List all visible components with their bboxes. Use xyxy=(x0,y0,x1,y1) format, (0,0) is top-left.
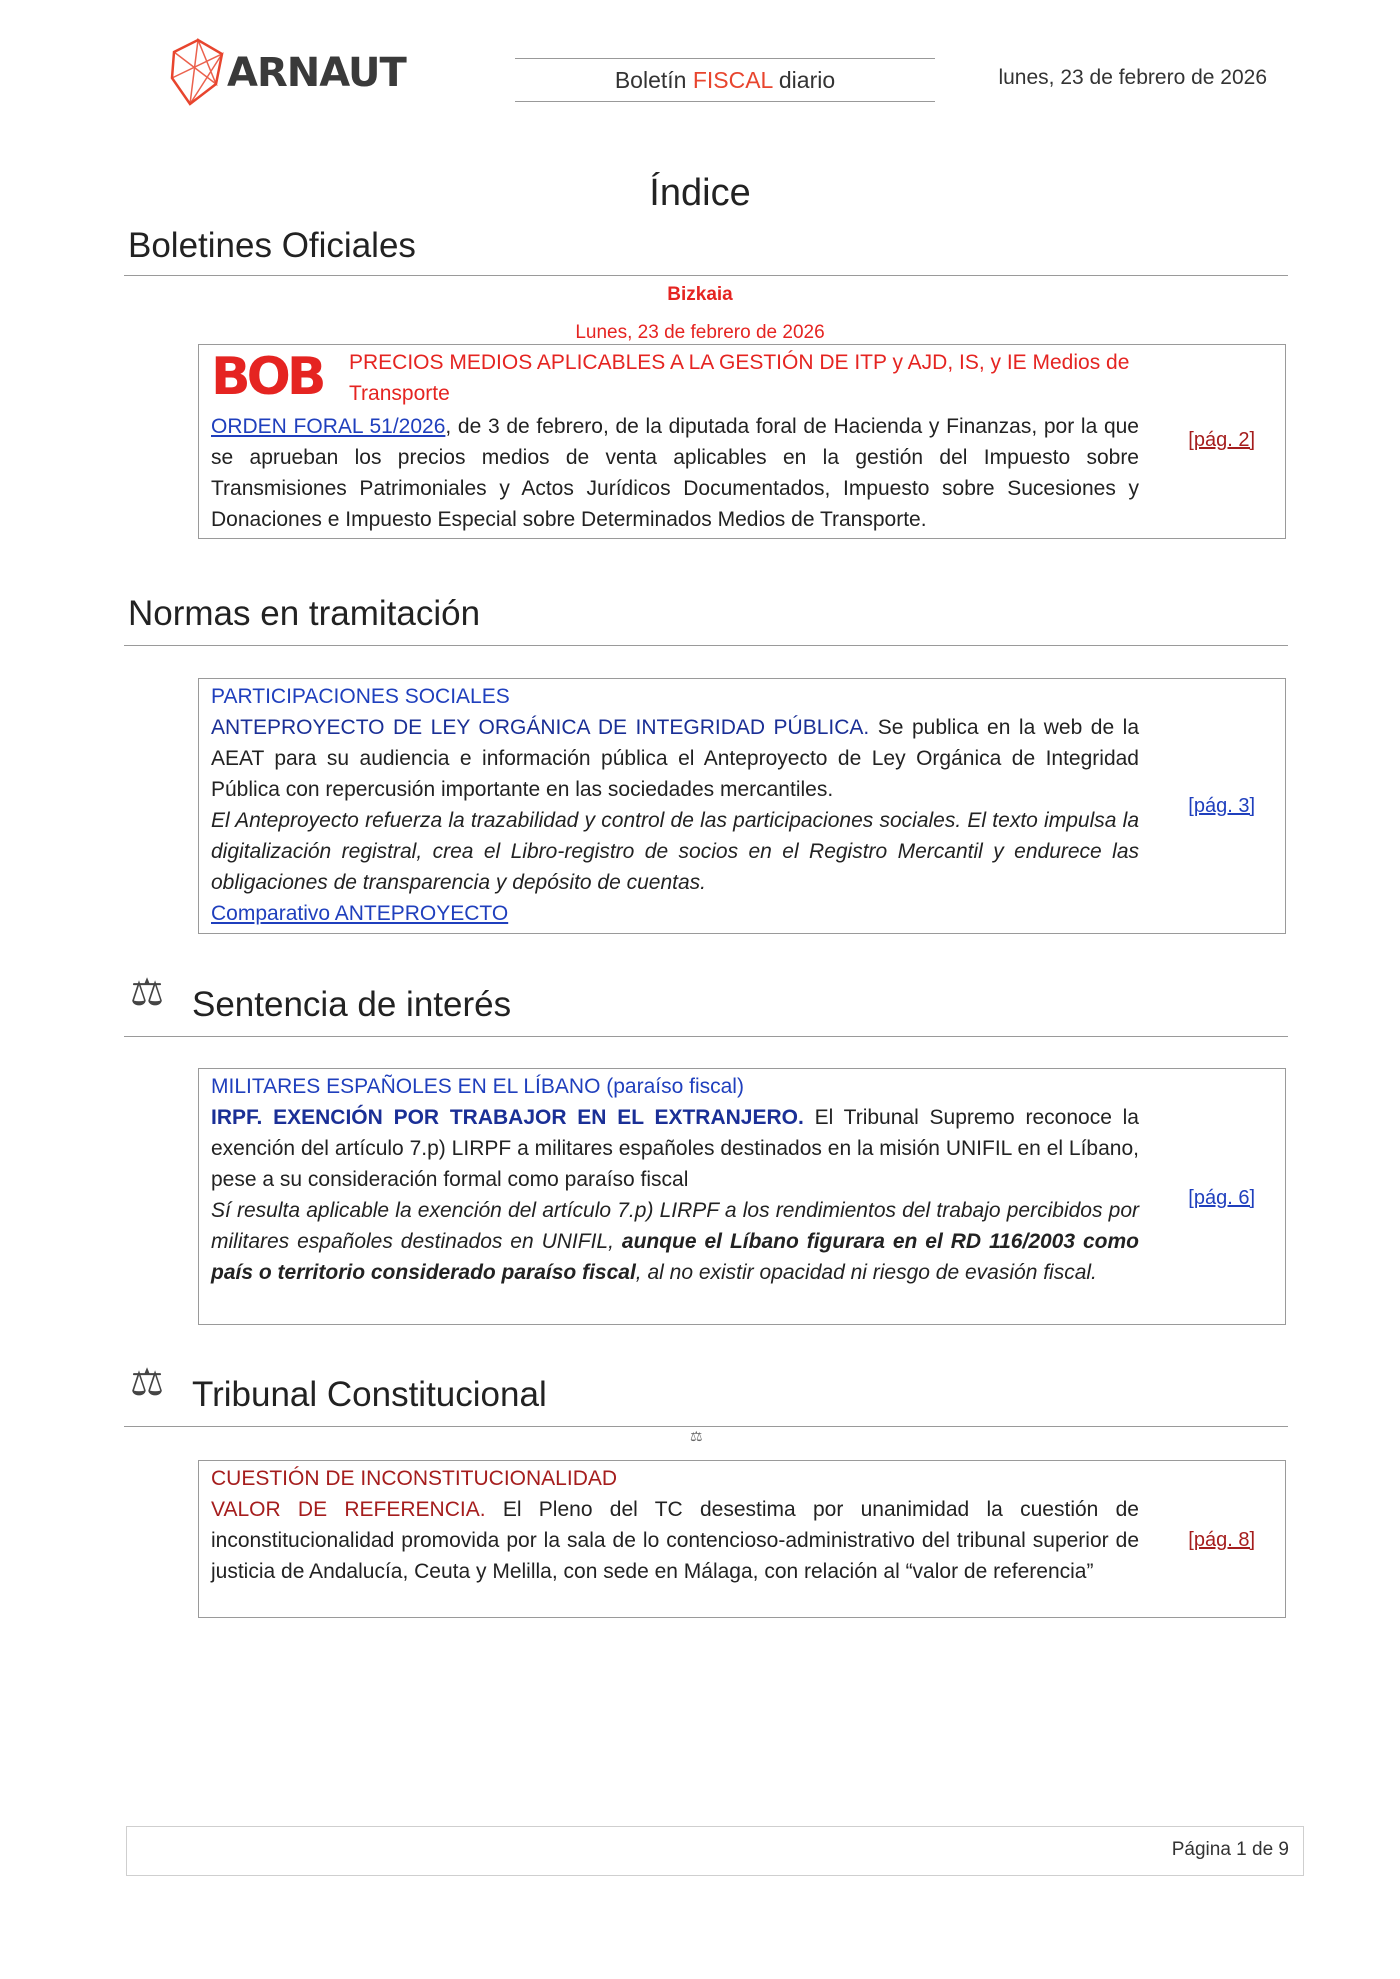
orden-foral-link[interactable]: ORDEN FORAL 51/2026 xyxy=(211,415,446,438)
section-rule xyxy=(124,275,1288,276)
section-heading-normas: Normas en tramitación xyxy=(128,594,481,633)
card-body: CUESTIÓN DE INCONSTITUCIONALIDAD VALOR DE REFERENCIA. El Pleno del TC desestima por unanimidad la cuestión de inconstitucionalidad promovida por la sala de lo contencioso-administrativo del tribunal superior de justicia de Andalucía, Ceuta y Melilla, con sede en Málaga, con relación al “valor de referencia” xyxy=(211,1463,1139,1587)
section-heading-boletines: Boletines Oficiales xyxy=(128,226,416,265)
card-category: MILITARES ESPAÑOLES EN EL LÍBANO (paraíso fiscal) xyxy=(211,1075,744,1098)
region-label: Bizkaia xyxy=(667,284,733,305)
logo-text: ARNAUT xyxy=(227,50,406,96)
card-sentencia xyxy=(198,1068,1286,1325)
card-anteproyecto xyxy=(198,678,1286,934)
card-title: ANTEPROYECTO DE LEY ORGÁNICA DE INTEGRIDAD PÚBLICA. xyxy=(211,716,870,739)
card-tribunal xyxy=(198,1460,1286,1618)
comparativo-link[interactable]: Comparativo ANTEPROYECTO xyxy=(211,902,509,925)
card-title: IRPF. EXENCIÓN POR TRABAJOR EN EL EXTRANJERO. xyxy=(211,1106,804,1129)
region-date: Lunes, 23 de febrero de 2026 xyxy=(575,322,825,343)
card-body: MILITARES ESPAÑOLES EN EL LÍBANO (paraíso fiscal) IRPF. EXENCIÓN POR TRABAJOR EN EL EXTRANJERO. El Tribunal Supremo reconoce la exención del artículo 7.p) LIRPF a militares españoles destinados en la misión UNIFIL en el Líbano, pese a su consideración formal como paraíso fiscal Sí resulta aplicable la exención del artículo 7.p) LIRPF a los rendimientos del trabajo percibidos por militares españoles destinados en UNIFIL, aunque el Líbano figurara en el RD 116/2003 como país o territorio considerado paraíso fiscal, al no existir opacidad ni riesgo de evasión fiscal. xyxy=(211,1071,1139,1288)
page-ref-link[interactable]: [pág. 6] xyxy=(1188,1187,1255,1209)
header-date: lunes, 23 de febrero de 2026 xyxy=(998,66,1267,89)
page-ref-link[interactable]: [pág. 2] xyxy=(1188,429,1255,451)
scales-icon: ⚖ xyxy=(130,972,165,1014)
card-body: PARTICIPACIONES SOCIALES ANTEPROYECTO DE LEY ORGÁNICA DE INTEGRIDAD PÚBLICA. Se publica en la web de la AEAT para su audiencia e información pública el Anteproyecto de Ley Orgánica de Integridad Pública con repercusión importante en las sociedades mercantiles. El Anteproyecto refuerza la trazabilidad y control de las participaciones sociales. El texto impulsa la digitalización registral, crea el Libro-registro de socios en el Registro Mercantil y endurece las obligaciones de transparencia y depósito de cuentas. Comparativo ANTEPROYECTO xyxy=(211,681,1139,929)
page-footer xyxy=(126,1826,1304,1876)
card-category: CUESTIÓN DE INCONSTITUCIONALIDAD xyxy=(211,1467,618,1490)
page-ref-link[interactable]: [pág. 3] xyxy=(1188,795,1255,817)
card-summary: El Anteproyecto refuerza la trazabilidad y control de las participaciones sociales. El texto impulsa la digitalización registral, crea el Libro-registro de socios en el Registro Mercantil y endurece las obligaciones de transparencia y depósito de cuentas. xyxy=(211,809,1139,894)
section-rule xyxy=(124,645,1288,646)
card-summary: Sí resulta aplicable la exención del artículo 7.p) LIRPF a los rendimientos del trabajo percibidos por militares españoles destinados en UNIFIL, aunque el Líbano figurara en el RD 116/2003 como país o territorio considerado paraíso fiscal, al no existir opacidad ni riesgo de evasión fiscal. xyxy=(211,1199,1139,1284)
card-body: ORDEN FORAL 51/2026, de 3 de febrero, de la diputada foral de Hacienda y Finanzas, por la que se aprueban los precios medios de venta aplicables en la gestión del Impuesto sobre Transmisiones Patrimoniales y Actos Jurídicos Documentados, Impuesto sobre Sucesiones y Donaciones e Impuesto Especial sobre Determinados Medios de Transporte. xyxy=(211,415,1139,531)
card-title: PRECIOS MEDIOS APLICABLES A LA GESTIÓN DE ITP y AJD, IS, y IE Medios de Transporte xyxy=(349,351,1130,405)
card-category: PARTICIPACIONES SOCIALES xyxy=(211,685,510,708)
section-heading-sentencia: Sentencia de interés xyxy=(192,985,512,1024)
section-rule xyxy=(124,1036,1288,1037)
scales-icon: ⚖ xyxy=(130,1362,165,1404)
bulletin-title: Boletín FISCAL diario xyxy=(614,67,836,93)
page-number: Página 1 de 9 xyxy=(1171,1839,1289,1860)
page-ref-link[interactable]: [pág. 8] xyxy=(1188,1529,1255,1551)
bob-logo: BOB xyxy=(211,347,323,407)
section-rule xyxy=(124,1426,1288,1427)
small-scales-icon: ⚖ xyxy=(690,1428,703,1444)
card-bob xyxy=(198,344,1286,539)
card-title: VALOR DE REFERENCIA. xyxy=(211,1498,486,1521)
section-heading-tribunal: Tribunal Constitucional xyxy=(192,1375,547,1414)
bulletin-title-box xyxy=(515,58,935,102)
index-title: Índice xyxy=(649,172,751,214)
